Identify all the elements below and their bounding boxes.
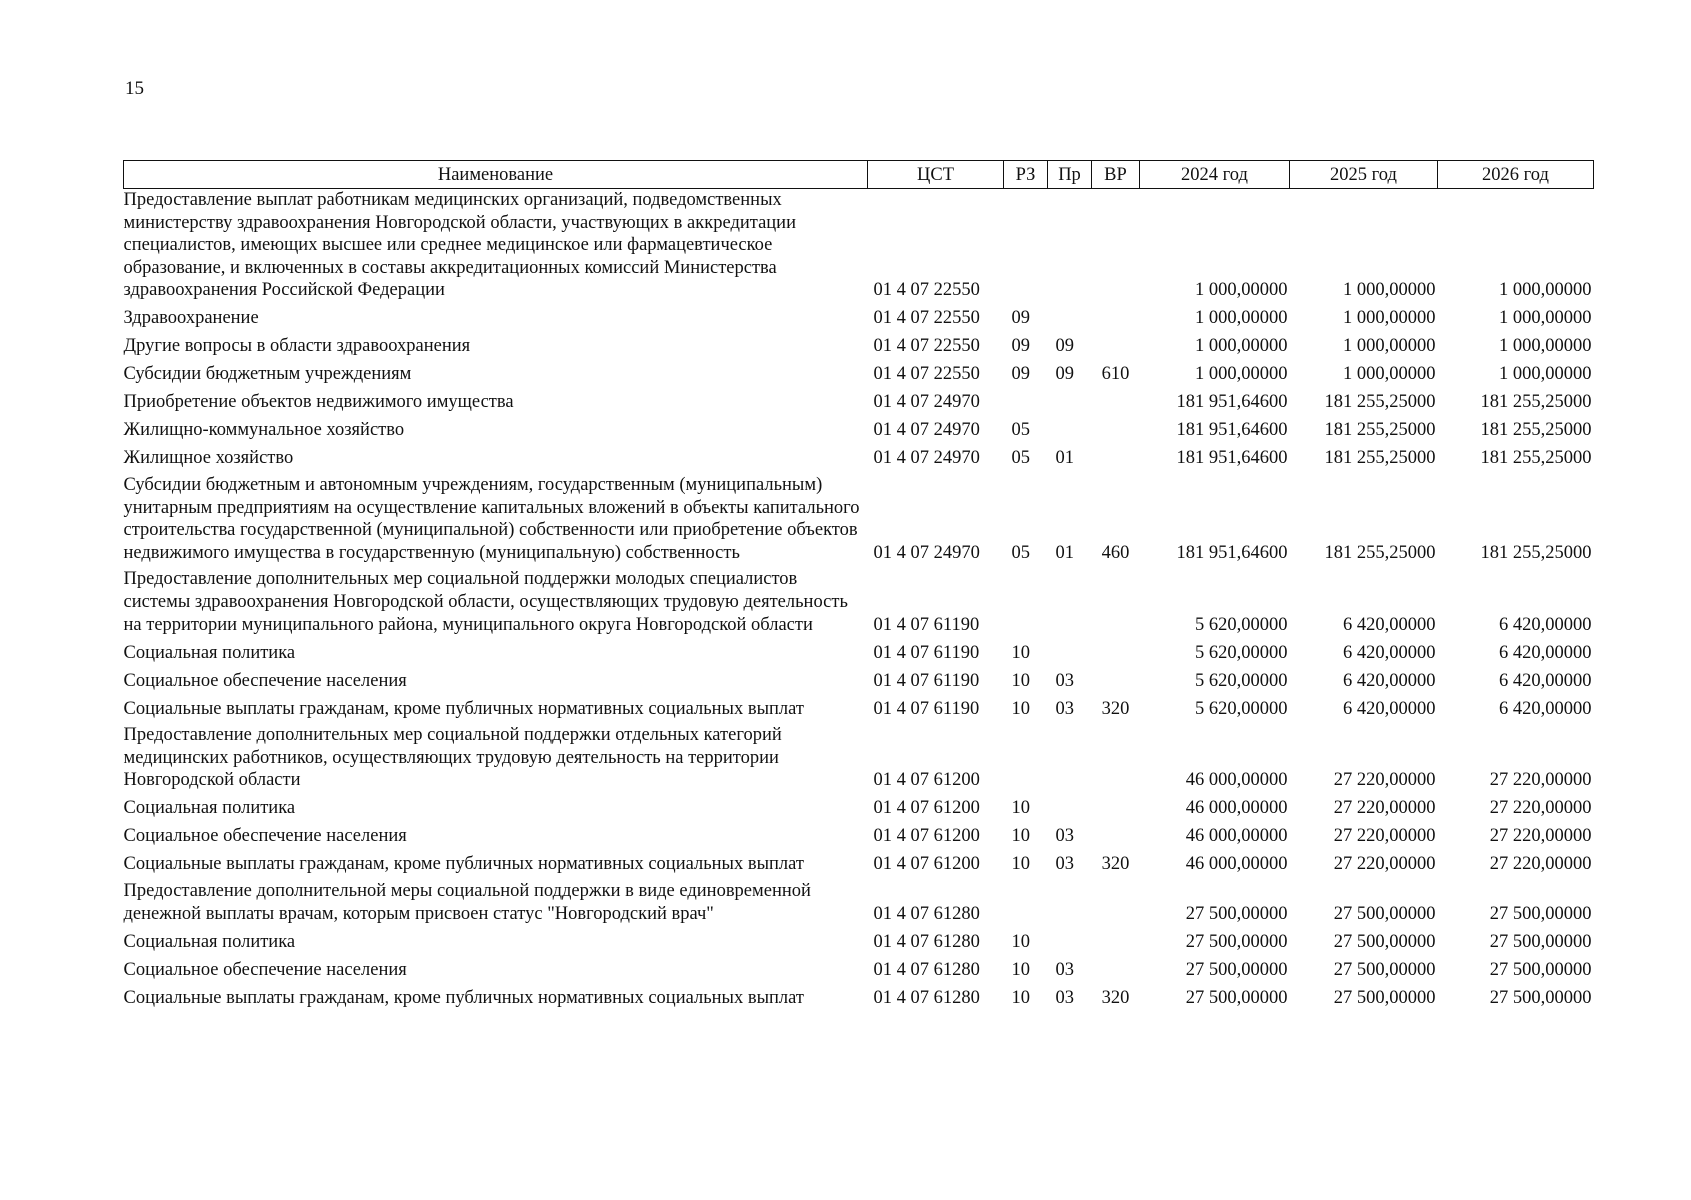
cell-2026: 181 255,25000	[1480, 392, 1592, 413]
cell-pr: 03	[1055, 959, 1074, 980]
cell-pr	[1048, 390, 1092, 418]
cell-name: Социальная политика	[123, 798, 296, 819]
cell-2024: 46 000,00000	[1185, 770, 1288, 791]
cell-2026: 27 500,00000	[1489, 931, 1592, 952]
cell-pr	[1048, 724, 1092, 796]
cell-2026: 27 220,00000	[1489, 798, 1592, 819]
cell-pr: 03	[1055, 826, 1074, 847]
cell-rz: 10	[1011, 826, 1030, 847]
cell-name: Предоставление дополнительных мер социальной поддержки отдельных категорий медицинских работников, осуществляющих трудовую деятельность на территории Новгородской области	[123, 725, 782, 791]
cell-2025: 181 255,25000	[1324, 420, 1436, 441]
cell-pr	[1048, 306, 1092, 334]
header-pr: Пр	[1048, 161, 1092, 189]
cell-cst: 01 4 07 61190	[873, 670, 980, 691]
cell-pr: 09	[1055, 364, 1074, 385]
cell-2024: 1 000,00000	[1195, 364, 1288, 385]
cell-2025: 27 500,00000	[1333, 903, 1436, 924]
cell-2026: 27 220,00000	[1489, 854, 1592, 875]
cell-pr	[1048, 796, 1092, 824]
cell-vr: 610	[1101, 364, 1130, 385]
cell-name: Социальная политика	[123, 642, 296, 663]
table-header	[124, 161, 1594, 189]
cell-name: Предоставление выплат работникам медицинских организаций, подведомственных министерству здравоохранения Новгородской области, участвующих в аккредитации специалистов, имеющих высшее или среднее медицинское или фармацевтическое образование, и включенных в составы аккредитационных комиссий Министерства здравоохранения Российской Федерации	[123, 190, 796, 301]
cell-name: Социальное обеспечение населения	[123, 959, 407, 980]
cell-2025: 1 000,00000	[1343, 336, 1436, 357]
cell-2024: 46 000,00000	[1185, 854, 1288, 875]
cell-2026: 1 000,00000	[1499, 308, 1592, 329]
header-2025: 2025 год	[1290, 161, 1438, 189]
cell-2026: 6 420,00000	[1499, 642, 1592, 663]
cell-pr	[1048, 568, 1092, 640]
cell-2025: 27 220,00000	[1333, 770, 1436, 791]
cell-2025: 6 420,00000	[1343, 698, 1436, 719]
cell-2026: 1 000,00000	[1499, 364, 1592, 385]
cell-name: Предоставление дополнительных мер социальной поддержки молодых специалистов системы здравоохранения Новгородской области, осуществляющих трудовую деятельность на территории муниципального района, муниципального округа Новгородской области	[123, 569, 848, 635]
cell-name: Социальная политика	[123, 931, 296, 952]
cell-pr	[1048, 880, 1092, 929]
cell-rz	[1004, 568, 1048, 640]
cell-2026: 6 420,00000	[1499, 614, 1592, 635]
header-2026: 2026 год	[1438, 161, 1594, 189]
cell-rz: 10	[1011, 798, 1030, 819]
cell-vr: 320	[1101, 987, 1130, 1008]
cell-vr	[1092, 446, 1140, 474]
table-row	[124, 796, 1594, 824]
cell-cst: 01 4 07 61190	[873, 698, 980, 719]
cell-vr	[1092, 957, 1140, 985]
cell-vr	[1092, 724, 1140, 796]
cell-vr: 320	[1101, 854, 1130, 875]
table-body	[124, 189, 1594, 1014]
cell-cst: 01 4 07 22550	[873, 308, 980, 329]
cell-pr: 03	[1055, 670, 1074, 691]
header-2024: 2024 год	[1140, 161, 1290, 189]
table-row	[124, 306, 1594, 334]
cell-vr	[1092, 668, 1140, 696]
cell-cst: 01 4 07 24970	[873, 542, 980, 563]
cell-2025: 1 000,00000	[1343, 280, 1436, 301]
cell-cst: 01 4 07 61200	[873, 798, 980, 819]
cell-vr	[1092, 334, 1140, 362]
cell-vr	[1092, 824, 1140, 852]
cell-2024: 181 951,64600	[1176, 542, 1288, 563]
cell-cst: 01 4 07 61280	[873, 987, 980, 1008]
cell-rz: 09	[1011, 364, 1030, 385]
cell-2025: 27 220,00000	[1333, 798, 1436, 819]
cell-vr	[1092, 640, 1140, 668]
header-rz: РЗ	[1004, 161, 1048, 189]
table-row	[124, 957, 1594, 985]
cell-name: Жилищное хозяйство	[123, 448, 294, 469]
header-name: Наименование	[124, 161, 868, 189]
cell-name: Социальное обеспечение населения	[123, 826, 407, 847]
cell-2025: 27 220,00000	[1333, 854, 1436, 875]
cell-rz: 10	[1011, 698, 1030, 719]
cell-2024: 5 620,00000	[1195, 614, 1288, 635]
cell-vr	[1092, 796, 1140, 824]
cell-2025: 6 420,00000	[1343, 670, 1436, 691]
cell-pr	[1048, 640, 1092, 668]
cell-cst: 01 4 07 61200	[873, 770, 980, 791]
cell-2024: 181 951,64600	[1176, 448, 1288, 469]
cell-2026: 6 420,00000	[1499, 698, 1592, 719]
cell-cst: 01 4 07 22550	[873, 280, 980, 301]
cell-2025: 1 000,00000	[1343, 364, 1436, 385]
table-row	[124, 418, 1594, 446]
table-row	[124, 362, 1594, 390]
cell-rz: 10	[1011, 987, 1030, 1008]
cell-2024: 27 500,00000	[1185, 903, 1288, 924]
cell-vr: 320	[1101, 698, 1130, 719]
cell-2024: 1 000,00000	[1195, 308, 1288, 329]
cell-rz	[1004, 880, 1048, 929]
cell-name: Здравоохранение	[123, 308, 259, 329]
cell-2025: 181 255,25000	[1324, 392, 1436, 413]
cell-pr: 03	[1055, 987, 1074, 1008]
cell-pr: 01	[1055, 448, 1074, 469]
cell-2024: 5 620,00000	[1195, 698, 1288, 719]
cell-2024: 5 620,00000	[1195, 670, 1288, 691]
cell-vr	[1092, 929, 1140, 957]
cell-2025: 181 255,25000	[1324, 448, 1436, 469]
cell-name: Другие вопросы в области здравоохранения	[123, 336, 471, 357]
cell-rz: 10	[1011, 854, 1030, 875]
cell-rz: 09	[1011, 308, 1030, 329]
cell-rz: 05	[1011, 448, 1030, 469]
cell-name: Социальные выплаты гражданам, кроме публичных нормативных социальных выплат	[123, 698, 804, 719]
table-row	[124, 446, 1594, 474]
cell-name: Социальное обеспечение населения	[123, 670, 407, 691]
cell-name: Социальные выплаты гражданам, кроме публичных нормативных социальных выплат	[123, 854, 804, 875]
table-row	[124, 852, 1594, 880]
cell-vr	[1092, 306, 1140, 334]
cell-2024: 27 500,00000	[1185, 959, 1288, 980]
cell-2025: 27 220,00000	[1333, 826, 1436, 847]
table-row	[124, 640, 1594, 668]
cell-pr: 03	[1055, 854, 1074, 875]
cell-2026: 1 000,00000	[1499, 280, 1592, 301]
table-row	[124, 390, 1594, 418]
cell-2026: 1 000,00000	[1499, 336, 1592, 357]
table-row	[124, 824, 1594, 852]
cell-2025: 27 500,00000	[1333, 959, 1436, 980]
table-row	[124, 568, 1594, 640]
table-row	[124, 696, 1594, 724]
cell-pr: 09	[1055, 336, 1074, 357]
budget-table-container	[123, 160, 1593, 1013]
cell-rz	[1004, 189, 1048, 306]
cell-2026: 27 500,00000	[1489, 903, 1592, 924]
cell-2026: 6 420,00000	[1499, 670, 1592, 691]
cell-name: Приобретение объектов недвижимого имущества	[123, 392, 514, 413]
cell-name: Жилищно-коммунальное хозяйство	[123, 420, 405, 441]
header-cst: ЦСТ	[868, 161, 1004, 189]
cell-2024: 5 620,00000	[1195, 642, 1288, 663]
cell-2025: 181 255,25000	[1324, 542, 1436, 563]
cell-2025: 6 420,00000	[1343, 642, 1436, 663]
cell-2024: 27 500,00000	[1185, 931, 1288, 952]
cell-pr: 01	[1055, 542, 1074, 563]
cell-2024: 181 951,64600	[1176, 392, 1288, 413]
table-row	[124, 189, 1594, 306]
cell-vr	[1092, 189, 1140, 306]
cell-2026: 181 255,25000	[1480, 448, 1592, 469]
cell-cst: 01 4 07 24970	[873, 448, 980, 469]
cell-name: Социальные выплаты гражданам, кроме публичных нормативных социальных выплат	[123, 987, 804, 1008]
table-row	[124, 668, 1594, 696]
cell-cst: 01 4 07 61190	[873, 614, 980, 635]
header-vr: ВР	[1092, 161, 1140, 189]
cell-2024: 1 000,00000	[1195, 280, 1288, 301]
cell-rz: 10	[1011, 959, 1030, 980]
cell-2024: 46 000,00000	[1185, 798, 1288, 819]
cell-vr	[1092, 390, 1140, 418]
table-row	[124, 474, 1594, 568]
cell-cst: 01 4 07 24970	[873, 420, 980, 441]
cell-cst: 01 4 07 61190	[873, 642, 980, 663]
cell-2026: 181 255,25000	[1480, 542, 1592, 563]
table-row	[124, 929, 1594, 957]
cell-cst: 01 4 07 24970	[873, 392, 980, 413]
cell-pr	[1048, 929, 1092, 957]
table-row	[124, 724, 1594, 796]
cell-cst: 01 4 07 61280	[873, 931, 980, 952]
cell-2026: 181 255,25000	[1480, 420, 1592, 441]
cell-name: Субсидии бюджетным учреждениям	[123, 364, 412, 385]
cell-2024: 46 000,00000	[1185, 826, 1288, 847]
cell-2026: 27 220,00000	[1489, 770, 1592, 791]
cell-cst: 01 4 07 61200	[873, 854, 980, 875]
cell-cst: 01 4 07 61200	[873, 826, 980, 847]
cell-2024: 181 951,64600	[1176, 420, 1288, 441]
cell-rz	[1004, 390, 1048, 418]
cell-pr: 03	[1055, 698, 1074, 719]
cell-vr	[1092, 418, 1140, 446]
cell-2026: 27 500,00000	[1489, 987, 1592, 1008]
page-number: 15	[125, 78, 144, 99]
cell-2024: 27 500,00000	[1185, 987, 1288, 1008]
cell-rz: 09	[1011, 336, 1030, 357]
table-row	[124, 985, 1594, 1013]
cell-rz: 10	[1011, 670, 1030, 691]
cell-name: Предоставление дополнительной меры социальной поддержки в виде единовременной денежной выплаты врачам, которым присвоен статус "Новгородский врач"	[123, 880, 811, 924]
cell-rz	[1004, 724, 1048, 796]
cell-2024: 1 000,00000	[1195, 336, 1288, 357]
cell-rz: 10	[1011, 931, 1030, 952]
table-row	[124, 880, 1594, 929]
cell-vr	[1092, 568, 1140, 640]
table-row	[124, 334, 1594, 362]
cell-rz: 05	[1011, 420, 1030, 441]
budget-table	[123, 160, 1594, 1013]
cell-rz: 10	[1011, 642, 1030, 663]
cell-cst: 01 4 07 22550	[873, 336, 980, 357]
cell-2026: 27 220,00000	[1489, 826, 1592, 847]
cell-2025: 27 500,00000	[1333, 987, 1436, 1008]
cell-vr	[1092, 880, 1140, 929]
cell-cst: 01 4 07 22550	[873, 364, 980, 385]
cell-2026: 27 500,00000	[1489, 959, 1592, 980]
cell-pr	[1048, 418, 1092, 446]
cell-cst: 01 4 07 61280	[873, 959, 980, 980]
cell-vr: 460	[1101, 542, 1130, 563]
cell-2025: 27 500,00000	[1333, 931, 1436, 952]
cell-pr	[1048, 189, 1092, 306]
cell-cst: 01 4 07 61280	[873, 903, 980, 924]
cell-name: Субсидии бюджетным и автономным учреждениям, государственным (муниципальным) унитарным предприятиям на осуществление капитальных вложений в объекты капитального строительства государственной (муниципальной) собственности или приобретение объектов недвижимого имущества в государственную (муниципальную) собственность	[123, 474, 860, 563]
cell-2025: 6 420,00000	[1343, 614, 1436, 635]
cell-rz: 05	[1011, 542, 1030, 563]
cell-2025: 1 000,00000	[1343, 308, 1436, 329]
